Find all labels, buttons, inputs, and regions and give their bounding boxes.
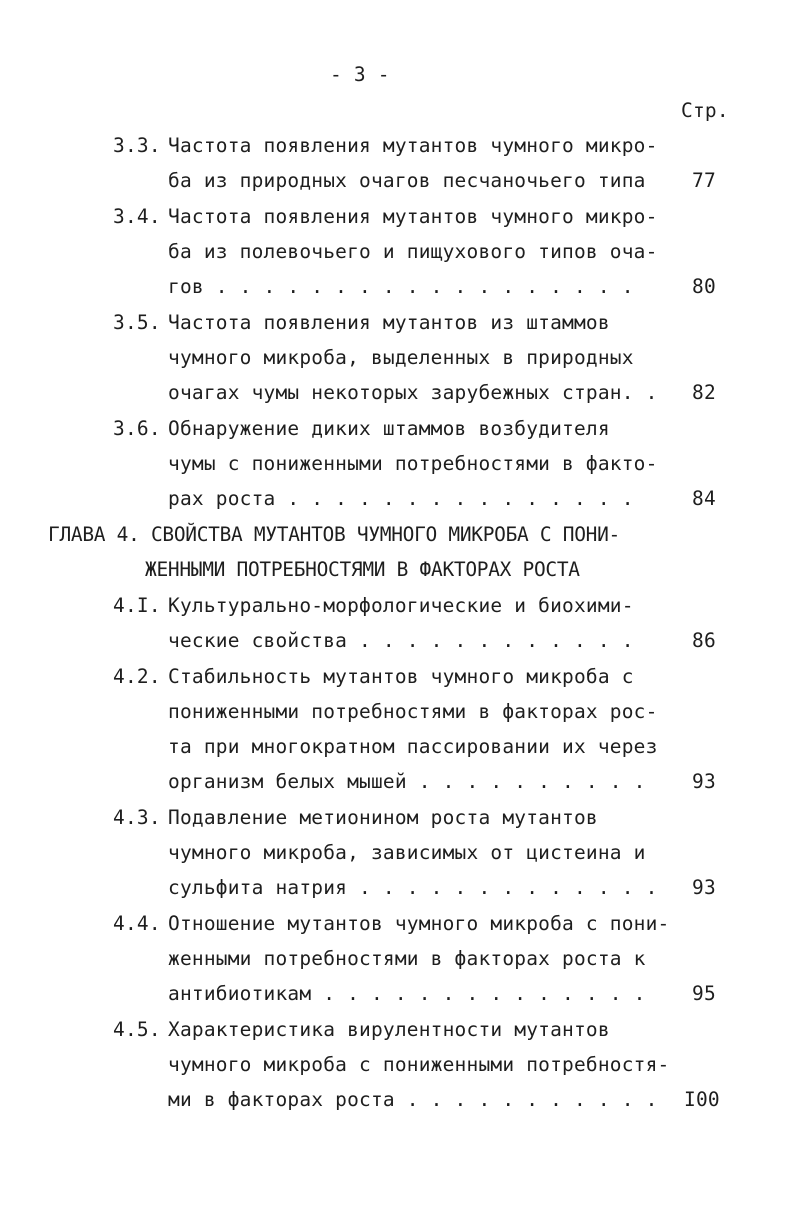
toc-entry-page: I00 bbox=[684, 1088, 720, 1111]
toc-entry-line: женными потребностями в факторах роста к bbox=[168, 947, 646, 970]
toc-entry-line: Обнаружение диких штаммов возбудителя bbox=[168, 417, 610, 440]
toc-entry-number: 4.4. bbox=[113, 912, 161, 935]
toc-entry-page: 82 bbox=[692, 381, 716, 404]
page-number: - 3 - bbox=[330, 63, 390, 86]
toc-entry-line: та при многократном пассировании их через bbox=[168, 735, 658, 758]
toc-entry-page: 84 bbox=[692, 487, 716, 510]
toc-entry-page: 80 bbox=[692, 275, 716, 298]
toc-entry-line: чумного микроба с пониженными потребностя- bbox=[168, 1053, 670, 1076]
toc-entry-line: чумного микроба, выделенных в природных bbox=[168, 346, 634, 369]
toc-entry-number: 4.2. bbox=[113, 665, 161, 688]
toc-entry-number: 3.4. bbox=[113, 205, 161, 228]
toc-entry-line: организм белых мышей . . . . . . . . . . bbox=[168, 770, 646, 793]
toc-entry-page: 95 bbox=[692, 982, 716, 1005]
toc-entry-line: Культурально-морфологические и биохими- bbox=[168, 594, 634, 617]
toc-entry-line: Подавление метионином роста мутантов bbox=[168, 806, 598, 829]
toc-entry-line: Стабильность мутантов чумного микроба с bbox=[168, 665, 634, 688]
toc-entry-line: очагах чумы некоторых зарубежных стран. . bbox=[168, 381, 658, 404]
toc-entry-line: Частота появления мутантов чумного микро- bbox=[168, 134, 658, 157]
toc-entry-line: антибиотикам . . . . . . . . . . . . . . bbox=[168, 982, 646, 1005]
toc-entry-line: Характеристика вирулентности мутантов bbox=[168, 1018, 610, 1041]
toc-entry-line: чумы с пониженными потребностями в факто- bbox=[168, 452, 658, 475]
toc-entry-line: чумного микроба, зависимых от цистеина и bbox=[168, 841, 646, 864]
toc-entry-number: 4.I. bbox=[113, 594, 161, 617]
toc-entry-line: ба из полевочьего и пищухового типов оча- bbox=[168, 240, 658, 263]
toc-entry-line: пониженными потребностями в факторах рос- bbox=[168, 700, 658, 723]
toc-entry-page: 77 bbox=[692, 169, 716, 192]
toc-entry-line: ми в факторах роста . . . . . . . . . . . bbox=[168, 1088, 658, 1111]
page-column-header: Стр. bbox=[681, 99, 729, 122]
toc-entry-page: 93 bbox=[692, 876, 716, 899]
chapter-heading-line: ГЛАВА 4. СВОЙСТВА МУТАНТОВ ЧУМНОГО МИКРОБА С ПОНИ- bbox=[48, 523, 621, 546]
toc-entry-number: 4.5. bbox=[113, 1018, 161, 1041]
toc-entry-number: 3.3. bbox=[113, 134, 161, 157]
toc-entry-line: Частота появления мутантов из штаммов bbox=[168, 311, 610, 334]
chapter-heading-line: ЖЕННЫМИ ПОТРЕБНОСТЯМИ В ФАКТОРАХ РОСТА bbox=[145, 558, 580, 581]
toc-entry-number: 4.3. bbox=[113, 806, 161, 829]
toc-entry-page: 86 bbox=[692, 629, 716, 652]
toc-entry-line: рах роста . . . . . . . . . . . . . . . bbox=[168, 487, 634, 510]
toc-entry-line: ческие свойства . . . . . . . . . . . . bbox=[168, 629, 634, 652]
toc-entry-line: гов . . . . . . . . . . . . . . . . . . bbox=[168, 275, 634, 298]
toc-entry-number: 3.6. bbox=[113, 417, 161, 440]
toc-entry-line: Частота появления мутантов чумного микро- bbox=[168, 205, 658, 228]
toc-entry-line: Отношение мутантов чумного микроба с пони- bbox=[168, 912, 670, 935]
toc-entry-number: 3.5. bbox=[113, 311, 161, 334]
toc-entry-line: ба из природных очагов песчаночьего типа bbox=[168, 169, 646, 192]
toc-entry-line: сульфита натрия . . . . . . . . . . . . . bbox=[168, 876, 658, 899]
toc-entry-page: 93 bbox=[692, 770, 716, 793]
